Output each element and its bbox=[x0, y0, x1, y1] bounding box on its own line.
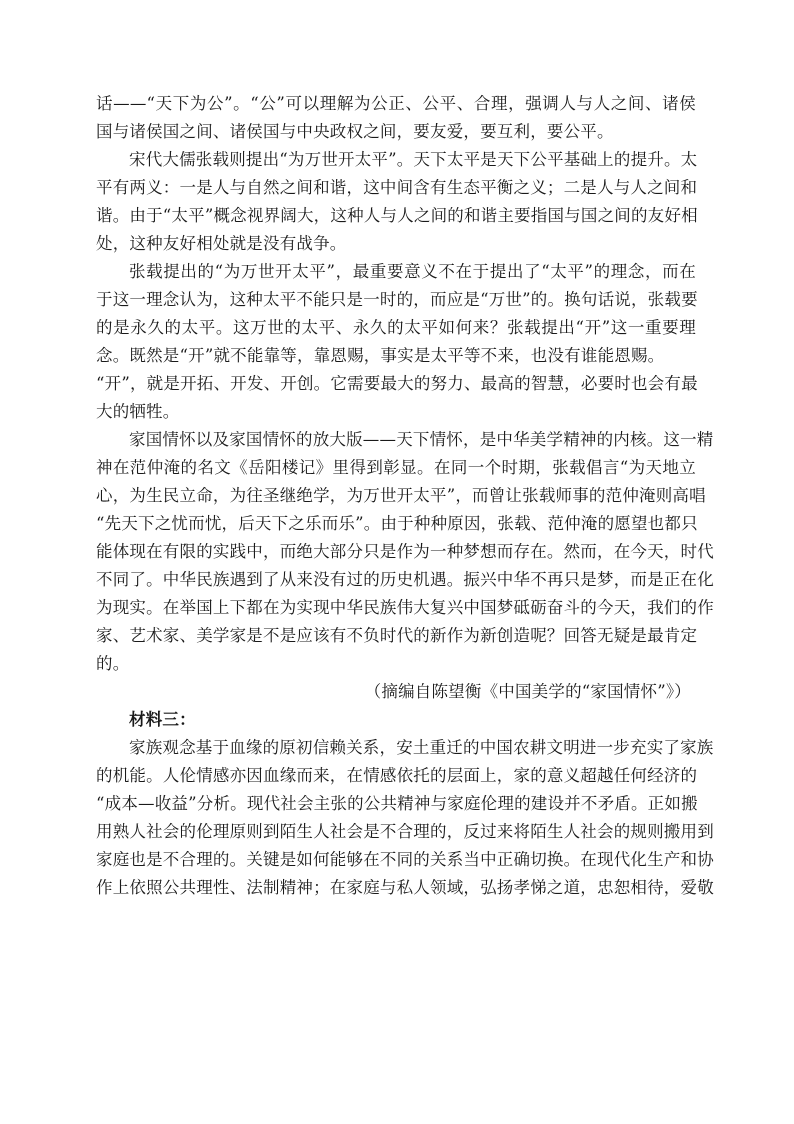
text-line: 不同了。中华民族遇到了从来没有过的历史机遇。振兴中华不再只是梦，而是正在化 bbox=[96, 570, 714, 589]
paragraph-first-line: 宋代大儒张载则提出“为万世开太平”。天下太平是天下公平基础上的提升。太 bbox=[129, 150, 698, 169]
document-page bbox=[96, 90, 714, 902]
paragraph-first-line: 家国情怀以及家国情怀的放大版——天下情怀，是中华美学精神的内核。这一精 bbox=[129, 430, 714, 449]
text-line: 神在范仲淹的名文《岳阳楼记》里得到彰显。在同一个时期，张载倡言“为天地立 bbox=[96, 458, 696, 477]
text-line: 的机能。人伦情感亦因血缘而来，在情感依托的层面上，家的意义超越任何经济的 bbox=[96, 766, 698, 785]
text-line: 家、艺术家、美学家是不是应该有不负时代的新作为新创造呢？回答无疑是最肯定 bbox=[96, 626, 698, 645]
paragraph-first-line: 张载提出的“为万世开太平”，最重要意义不在于提出了“太平”的理念，而在 bbox=[129, 262, 696, 281]
text-line: 的是永久的太平。这万世的太平、永久的太平如何来？张载提出“开”这一重要理 bbox=[96, 318, 696, 337]
text-line: 能体现在有限的实践中，而绝大部分只是作为一种梦想而存在。然而，在今天，时代 bbox=[96, 542, 714, 561]
text-line: 谐。由于“太平”概念视界阔大，这种人与人之间的和谐主要指国与国之间的友好相 bbox=[96, 206, 698, 225]
text-line: 家庭也是不合理的。关键是如何能够在不同的关系当中正确切换。在现代化生产和协 bbox=[96, 850, 714, 869]
section-heading: 材料三： bbox=[129, 710, 196, 729]
text-line: 处，这种友好相处就是没有战争。 bbox=[96, 234, 347, 253]
text-line: 大的牺牲。 bbox=[96, 402, 180, 421]
source-citation: （摘编自陈望衡《中国美学的“家国情怀”》） bbox=[364, 682, 691, 701]
text-line: “先天下之忧而忧，后天下之乐而乐”。由于种种原因，张载、范仲淹的愿望也都只 bbox=[96, 514, 698, 533]
text-line: 于这一理念认为，这种太平不能只是一时的，而应是“万世”的。换句话说，张载要 bbox=[96, 290, 698, 309]
text-line: 国与诸侯国之间、诸侯国与中央政权之间，要友爱，要互利，要公平。 bbox=[96, 122, 614, 141]
text-line: 为现实。在举国上下都在为实现中华民族伟大复兴中国梦砥砺奋斗的今天，我们的作 bbox=[96, 598, 714, 617]
text-line: 的。 bbox=[96, 654, 130, 673]
text-line: “开”，就是开拓、开发、开创。它需要最大的努力、最高的智慧，必要时也会有最 bbox=[96, 374, 698, 393]
text-line: 念。既然是“开”就不能靠等，靠恩赐，事实是太平等不来，也没有谁能恩赐。 bbox=[96, 346, 665, 365]
text-line: “成本—收益”分析。现代社会主张的公共精神与家庭伦理的建设并不矛盾。正如搬 bbox=[96, 794, 698, 813]
text-line: 心，为生民立命，为往圣继绝学，为万世开太平”，而曾让张载师事的范仲淹则高唱 bbox=[96, 486, 706, 505]
paragraph-first-line: 家族观念基于血缘的原初信赖关系，安土重迁的中国农耕文明进一步充实了家族 bbox=[129, 738, 714, 757]
text-line: 平有两义：一是人与自然之间和谐，这中间含有生态平衡之义；二是人与人之间和 bbox=[96, 178, 698, 197]
text-line: 作上依照公共理性、法制精神；在家庭与私人领域，弘扬孝悌之道，忠恕相待，爱敬 bbox=[96, 878, 714, 897]
text-line: 用熟人社会的伦理原则到陌生人社会是不合理的，反过来将陌生人社会的规则搬用到 bbox=[96, 822, 714, 841]
text-line: 话——“天下为公”。“公”可以理解为公正、公平、合理，强调人与人之间、诸侯 bbox=[96, 94, 696, 113]
